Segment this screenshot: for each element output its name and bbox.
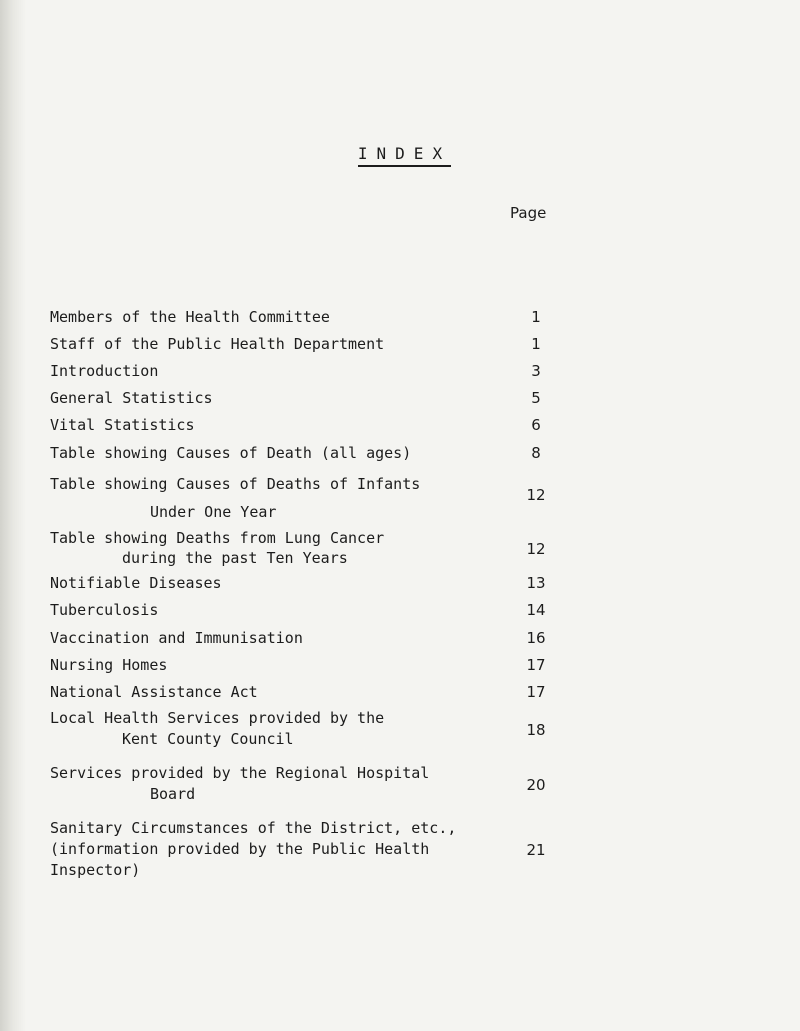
entry-title-line: Tuberculosis bbox=[50, 601, 159, 619]
entry-title bbox=[50, 654, 480, 676]
entry-page-number: 1 bbox=[531, 308, 541, 326]
entry-page-number: 18 bbox=[526, 721, 546, 739]
entry-title bbox=[50, 333, 480, 355]
entry-title-line: Staff of the Public Health Department bbox=[50, 335, 385, 353]
entry-title bbox=[50, 599, 480, 621]
entry-title-line: General Statistics bbox=[50, 389, 213, 407]
entry-page-number: 14 bbox=[526, 601, 546, 619]
entry-page-number: 13 bbox=[526, 574, 546, 592]
entry-title-line: Local Health Services provided by the bbox=[50, 709, 385, 727]
entry-title-line: Table showing Deaths from Lung Cancer bbox=[50, 529, 385, 547]
entry-title-line: Table showing Causes of Deaths of Infants bbox=[50, 475, 421, 493]
entry-title-line: Board bbox=[150, 785, 196, 803]
entry-page-number: 17 bbox=[526, 683, 546, 701]
entry-page-number: 5 bbox=[531, 389, 541, 407]
entry-title-line: National Assistance Act bbox=[50, 683, 258, 701]
entry-page-number: 12 bbox=[526, 486, 546, 504]
entry-title bbox=[50, 306, 480, 328]
entry-title-line: Nursing Homes bbox=[50, 656, 168, 674]
entry-title-line: (information provided by the Public Health bbox=[50, 840, 430, 858]
entry-title-line: Services provided by the Regional Hospital bbox=[50, 764, 430, 782]
entry-title-line: Vital Statistics bbox=[50, 416, 195, 434]
entry-title-line: Kent County Council bbox=[122, 730, 294, 748]
entry-title-line: Under One Year bbox=[150, 503, 277, 521]
entry-title bbox=[50, 387, 480, 409]
entry-title bbox=[50, 360, 480, 382]
entry-title bbox=[50, 818, 480, 881]
entry-title-line: Vaccination and Immunisation bbox=[50, 629, 303, 647]
entry-title-line: Members of the Health Committee bbox=[50, 308, 330, 326]
entry-title-line: Notifiable Diseases bbox=[50, 574, 222, 592]
entry-page-number: 3 bbox=[531, 362, 541, 380]
entry-title-line: Introduction bbox=[50, 362, 159, 380]
entry-title bbox=[50, 528, 480, 568]
entry-page-number: 6 bbox=[531, 416, 541, 434]
entry-title-line: Table showing Causes of Death (all ages) bbox=[50, 444, 412, 462]
entry-title bbox=[50, 414, 480, 436]
entry-page-number: 17 bbox=[526, 656, 546, 674]
entry-page-number: 12 bbox=[526, 540, 546, 558]
entry-title bbox=[50, 708, 480, 750]
entry-page-number: 20 bbox=[526, 776, 546, 794]
entry-title bbox=[50, 470, 480, 526]
entry-page-number: 1 bbox=[531, 335, 541, 353]
entry-page-number: 21 bbox=[526, 841, 546, 859]
entry-title bbox=[50, 572, 480, 594]
entry-title bbox=[50, 442, 480, 464]
entry-title bbox=[50, 763, 480, 805]
page-column-heading: Page bbox=[510, 204, 547, 222]
entry-title-line: Sanitary Circumstances of the District, etc., bbox=[50, 819, 457, 837]
entry-title bbox=[50, 627, 480, 649]
entry-page-number: 8 bbox=[531, 444, 541, 462]
entry-title bbox=[50, 681, 480, 703]
entry-title-line: during the past Ten Years bbox=[122, 549, 348, 567]
entry-page-number: 16 bbox=[526, 629, 546, 647]
entry-title-line: Inspector) bbox=[50, 861, 141, 879]
index-title: INDEX bbox=[0, 144, 800, 163]
